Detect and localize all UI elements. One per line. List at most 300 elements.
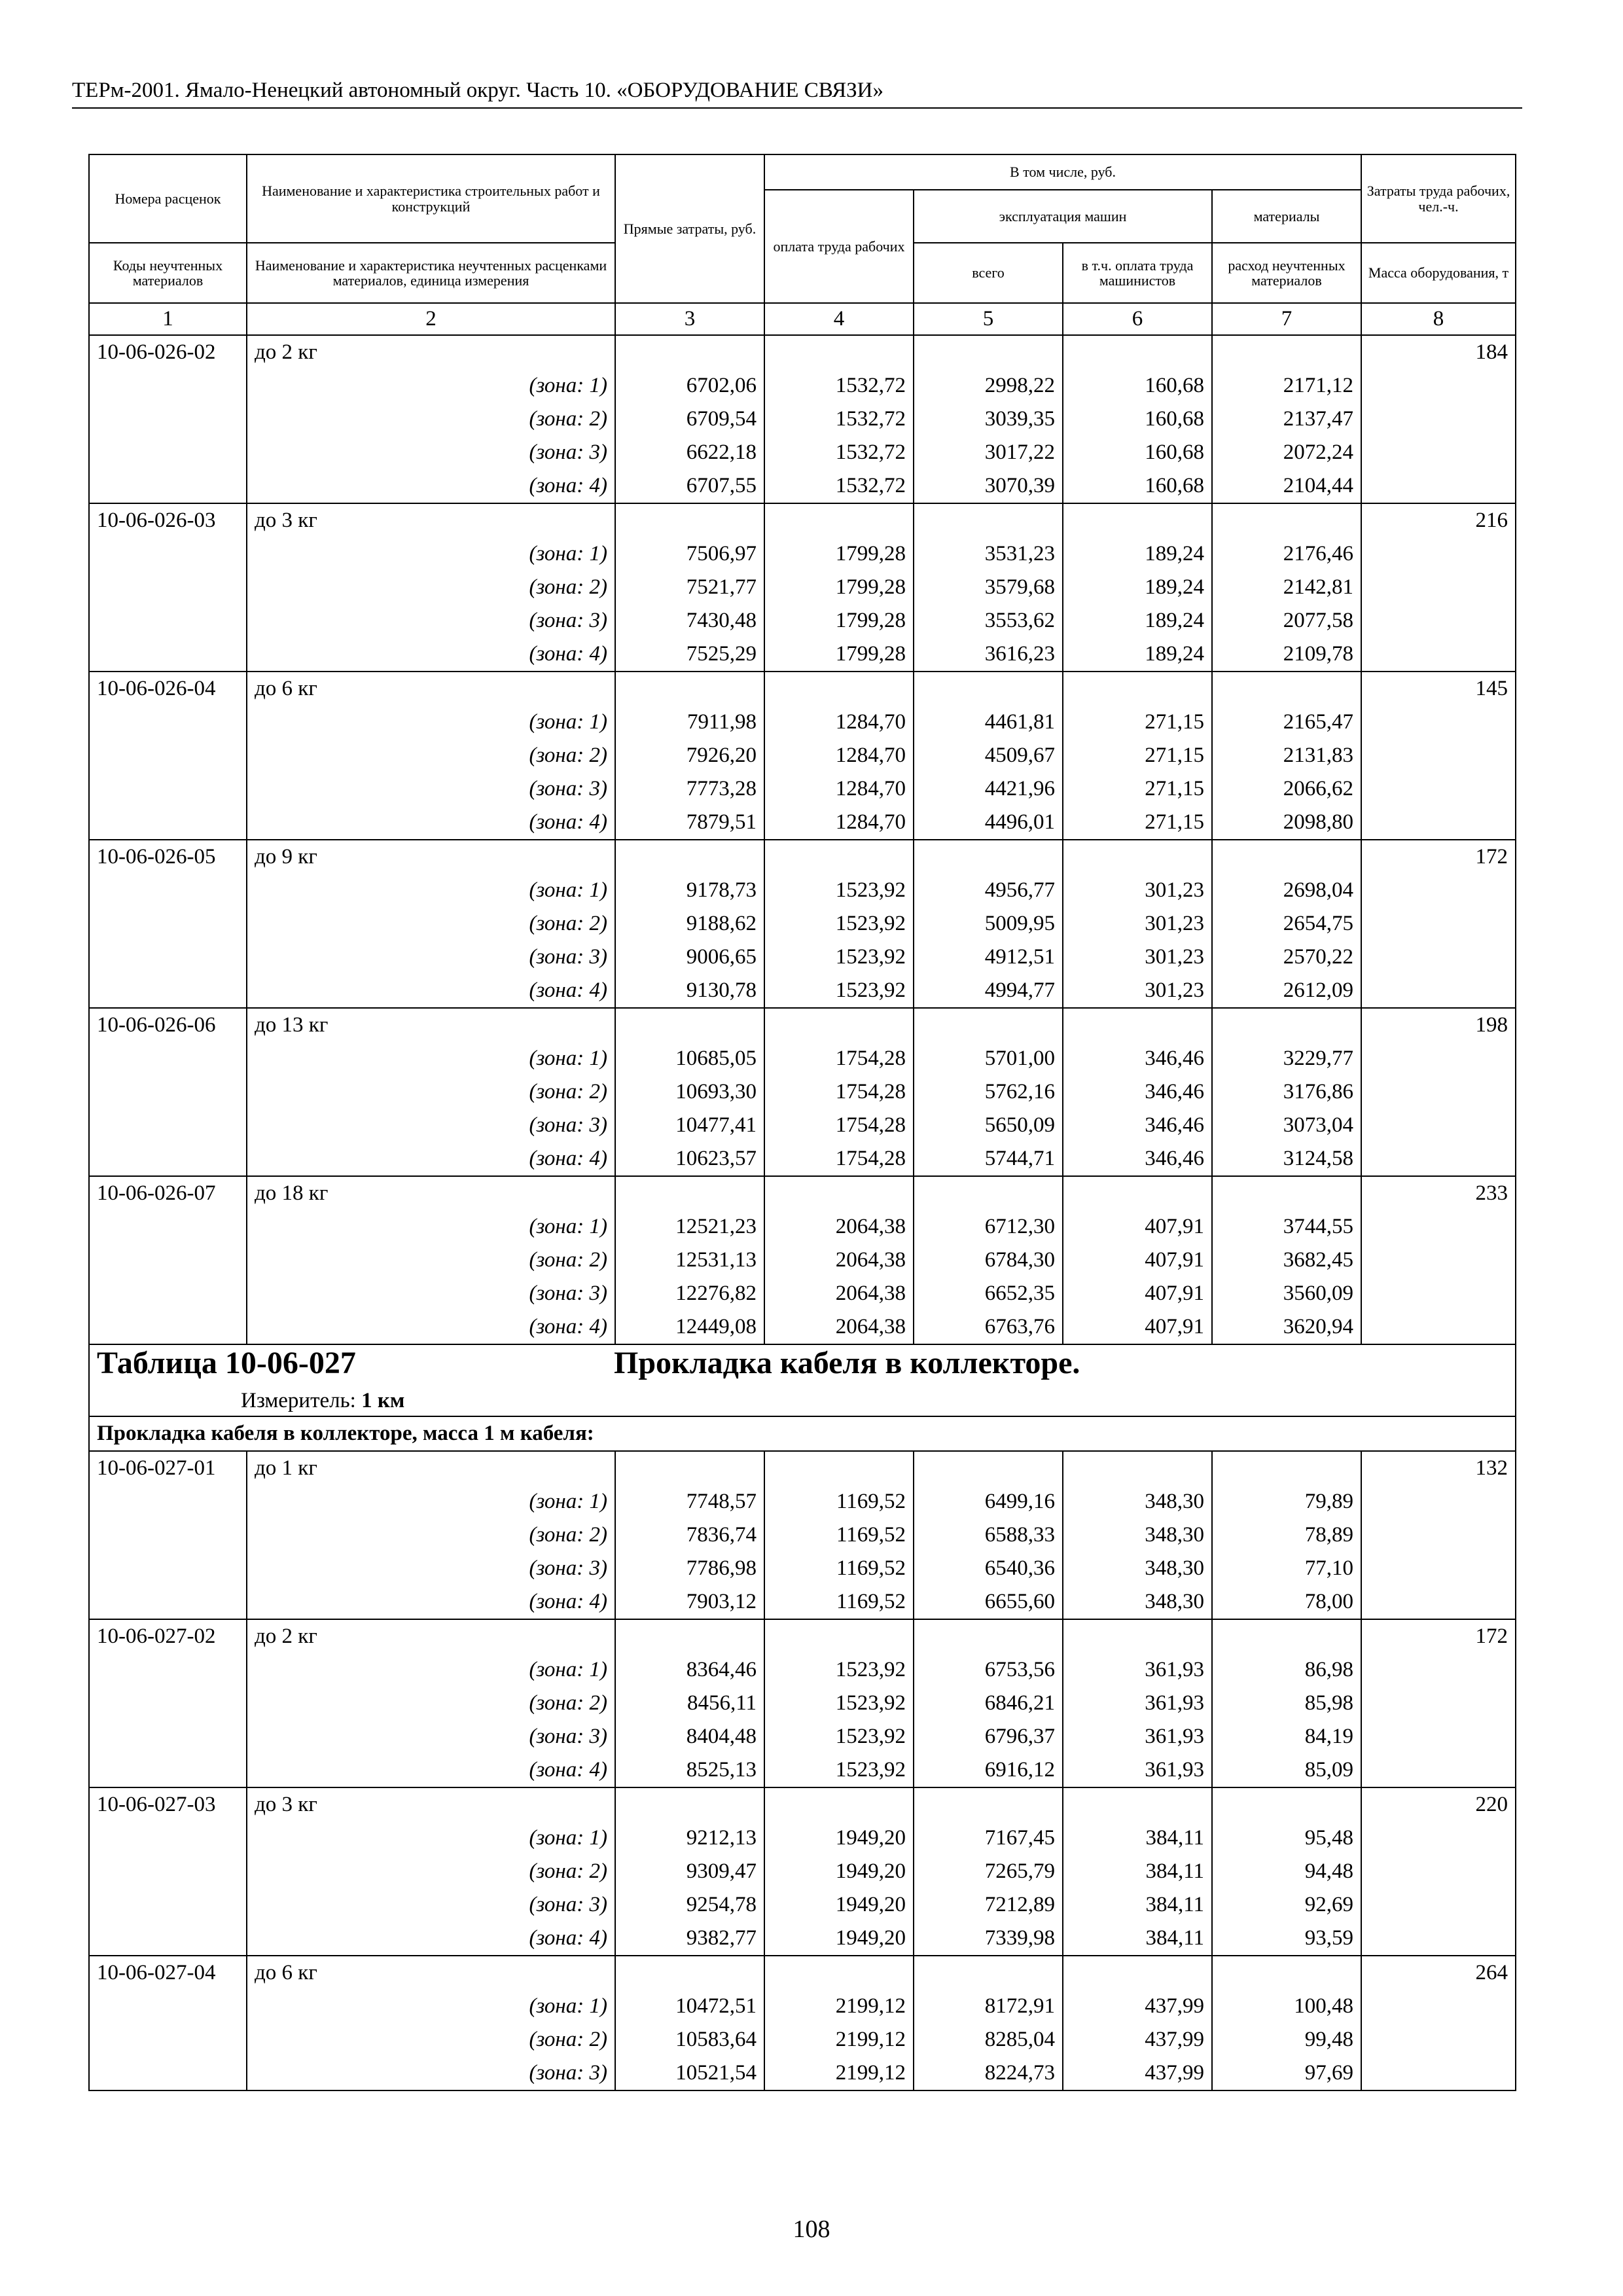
empty-cell [1212,1787,1361,1821]
empty-cell [1361,1552,1516,1585]
empty-cell [1361,1687,1516,1720]
materials-cost: 95,48 [1212,1821,1361,1855]
rate-code: 10-06-027-04 [89,1956,247,1990]
direct-cost: 10472,51 [615,1990,764,2023]
zone-row [89,1922,1516,1956]
labor-pay: 2064,38 [764,1244,914,1277]
direct-cost: 9254,78 [615,1888,764,1922]
rates-table-10-06-026 [89,335,1516,1344]
labor-pay: 1949,20 [764,1888,914,1922]
col-number: 7 [1212,303,1361,335]
materials-cost: 94,48 [1212,1855,1361,1888]
empty-cell [615,335,764,369]
empty-cell [89,1855,247,1888]
labor-pay: 1799,28 [764,537,914,571]
rate-row [89,1619,1516,1653]
zone-row [89,1518,1516,1552]
empty-cell [1361,436,1516,469]
materials-cost: 2698,04 [1212,874,1361,907]
machines-total: 6712,30 [914,1210,1063,1244]
empty-cell [764,1619,914,1653]
machinists-pay: 361,93 [1063,1720,1212,1753]
empty-cell [914,672,1063,706]
empty-cell [615,503,764,537]
empty-cell [89,1888,247,1922]
empty-cell [1063,1451,1212,1485]
materials-cost: 100,48 [1212,1990,1361,2023]
machinists-pay: 301,23 [1063,974,1212,1008]
empty-cell [89,1518,247,1552]
empty-cell [89,1142,247,1176]
machines-total: 8285,04 [914,2023,1063,2056]
zone-row [89,403,1516,436]
empty-cell [89,403,247,436]
empty-cell [914,1451,1063,1485]
rate-code: 10-06-026-06 [89,1008,247,1042]
empty-cell [1361,1653,1516,1687]
materials-cost: 2072,24 [1212,436,1361,469]
machinists-pay: 346,46 [1063,1042,1212,1075]
materials-cost: 92,69 [1212,1888,1361,1922]
empty-cell [89,739,247,772]
empty-cell [89,1042,247,1075]
machines-total: 3070,39 [914,469,1063,503]
materials-cost: 2142,81 [1212,571,1361,604]
empty-cell [89,1244,247,1277]
empty-cell [1212,840,1361,874]
machines-total: 3579,68 [914,571,1063,604]
zone-label: (зона: 2) [247,1244,615,1277]
rate-code: 10-06-027-01 [89,1451,247,1485]
measure-line [97,1386,1508,1416]
labor-pay: 1523,92 [764,1720,914,1753]
machinists-pay: 160,68 [1063,369,1212,403]
rate-row [89,503,1516,537]
materials-cost: 3229,77 [1212,1042,1361,1075]
labor-value: 220 [1361,1787,1516,1821]
empty-cell [1361,974,1516,1008]
rate-code: 10-06-026-05 [89,840,247,874]
empty-cell [764,1956,914,1990]
zone-row [89,941,1516,974]
labor-value: 264 [1361,1956,1516,1990]
labor-pay: 2199,12 [764,2023,914,2056]
labor-pay: 1169,52 [764,1585,914,1619]
empty-cell [764,1787,914,1821]
empty-cell [89,874,247,907]
machinists-pay: 301,23 [1063,941,1212,974]
materials-cost: 3176,86 [1212,1075,1361,1109]
rate-row [89,672,1516,706]
direct-cost: 8364,46 [615,1653,764,1687]
labor-pay: 1523,92 [764,907,914,941]
zone-row [89,1210,1516,1244]
rate-row [89,1008,1516,1042]
col-materials-sub-header: расход неучтенных материалов [1212,243,1361,303]
empty-cell [1212,335,1361,369]
machinists-pay: 271,15 [1063,772,1212,806]
empty-cell [1361,1485,1516,1518]
materials-cost: 77,10 [1212,1552,1361,1585]
labor-value: 216 [1361,503,1516,537]
machines-total: 6796,37 [914,1720,1063,1753]
labor-pay: 2064,38 [764,1277,914,1310]
machines-total: 4956,77 [914,874,1063,907]
machinists-pay: 361,93 [1063,1687,1212,1720]
machinists-pay: 301,23 [1063,874,1212,907]
empty-cell [1361,1310,1516,1344]
empty-cell [1063,1956,1212,1990]
machines-total: 7167,45 [914,1821,1063,1855]
labor-pay: 2064,38 [764,1210,914,1244]
zone-row [89,1310,1516,1344]
col-direct-header: Прямые затраты, руб. [615,154,764,303]
materials-cost: 2109,78 [1212,637,1361,672]
labor-pay: 1523,92 [764,1753,914,1787]
labor-pay: 1284,70 [764,739,914,772]
empty-cell [1063,503,1212,537]
empty-cell [1361,1720,1516,1753]
labor-pay: 1754,28 [764,1142,914,1176]
materials-cost: 2654,75 [1212,907,1361,941]
zone-label: (зона: 1) [247,1990,615,2023]
machines-total: 6588,33 [914,1518,1063,1552]
col-name-sub-header: Наименование и характеристика неучтенных расценками материалов, единица измерения [247,243,615,303]
labor-pay: 2064,38 [764,1310,914,1344]
zone-row [89,706,1516,739]
direct-cost: 7911,98 [615,706,764,739]
machines-total: 6655,60 [914,1585,1063,1619]
labor-pay: 1523,92 [764,874,914,907]
empty-cell [615,1451,764,1485]
labor-pay: 1169,52 [764,1518,914,1552]
direct-cost: 7748,57 [615,1485,764,1518]
machines-total: 8172,91 [914,1990,1063,2023]
empty-cell [1212,1176,1361,1210]
machinists-pay: 437,99 [1063,2023,1212,2056]
machines-total: 5701,00 [914,1042,1063,1075]
zone-label: (зона: 1) [247,874,615,907]
rate-code: 10-06-026-07 [89,1176,247,1210]
empty-cell [89,469,247,503]
zone-row [89,1552,1516,1585]
empty-cell [89,1210,247,1244]
machines-total: 3017,22 [914,436,1063,469]
zone-label: (зона: 2) [247,739,615,772]
empty-cell [89,1821,247,1855]
column-numbers-row [89,303,1516,335]
materials-cost: 2098,80 [1212,806,1361,840]
empty-cell [1361,369,1516,403]
col-machines-total-header: всего [914,243,1063,303]
machines-total: 3039,35 [914,403,1063,436]
labor-pay: 1949,20 [764,1922,914,1956]
zone-label: (зона: 3) [247,1109,615,1142]
col-machinists-pay-header: в т.ч. оплата труда машинистов [1063,243,1212,303]
price-table [88,154,1516,2091]
machinists-pay: 348,30 [1063,1485,1212,1518]
zone-row [89,1720,1516,1753]
materials-cost: 85,09 [1212,1753,1361,1787]
zone-label: (зона: 3) [247,604,615,637]
empty-cell [1361,2056,1516,2090]
rate-code: 10-06-027-03 [89,1787,247,1821]
empty-cell [1063,1787,1212,1821]
labor-pay: 1754,28 [764,1075,914,1109]
machinists-pay: 271,15 [1063,806,1212,840]
empty-cell [914,1787,1063,1821]
empty-cell [1361,1990,1516,2023]
empty-cell [1361,2023,1516,2056]
labor-pay: 1532,72 [764,469,914,503]
materials-cost: 2570,22 [1212,941,1361,974]
zone-row [89,637,1516,672]
col-number: 8 [1361,303,1516,335]
direct-cost: 10521,54 [615,2056,764,2090]
direct-cost: 9382,77 [615,1922,764,1956]
zone-label: (зона: 3) [247,772,615,806]
direct-cost: 7903,12 [615,1585,764,1619]
empty-cell [1361,1109,1516,1142]
empty-cell [1361,772,1516,806]
machinists-pay: 384,11 [1063,1855,1212,1888]
rate-row [89,1787,1516,1821]
zone-label: (зона: 1) [247,1821,615,1855]
rate-code: 10-06-026-03 [89,503,247,537]
direct-cost: 7879,51 [615,806,764,840]
empty-cell [89,1990,247,2023]
direct-cost: 7506,97 [615,537,764,571]
empty-cell [89,1687,247,1720]
empty-cell [764,672,914,706]
zone-label: (зона: 4) [247,1922,615,1956]
materials-cost: 3560,09 [1212,1277,1361,1310]
zone-label: (зона: 3) [247,1720,615,1753]
empty-cell [764,503,914,537]
machinists-pay: 346,46 [1063,1109,1212,1142]
machinists-pay: 384,11 [1063,1821,1212,1855]
empty-cell [89,706,247,739]
machines-total: 4912,51 [914,941,1063,974]
empty-cell [1063,840,1212,874]
labor-pay: 1523,92 [764,974,914,1008]
materials-cost: 2176,46 [1212,537,1361,571]
empty-cell [89,974,247,1008]
empty-cell [1361,706,1516,739]
direct-cost: 9309,47 [615,1855,764,1888]
zone-row [89,1075,1516,1109]
empty-cell [764,1008,914,1042]
materials-cost: 2104,44 [1212,469,1361,503]
machines-total: 2998,22 [914,369,1063,403]
empty-cell [89,369,247,403]
empty-cell [1063,1008,1212,1042]
labor-pay: 1284,70 [764,806,914,840]
empty-cell [615,1008,764,1042]
rate-code: 10-06-027-02 [89,1619,247,1653]
materials-cost: 86,98 [1212,1653,1361,1687]
col-number: 5 [914,303,1063,335]
zone-label: (зона: 2) [247,1518,615,1552]
empty-cell [1361,739,1516,772]
rate-code: 10-06-026-02 [89,335,247,369]
machines-total: 6753,56 [914,1653,1063,1687]
direct-cost: 12531,13 [615,1244,764,1277]
machines-total: 6763,76 [914,1310,1063,1344]
empty-cell [1063,1176,1212,1210]
machinists-pay: 348,30 [1063,1552,1212,1585]
empty-cell [1361,806,1516,840]
rate-row [89,1451,1516,1485]
machines-total: 5744,71 [914,1142,1063,1176]
machinists-pay: 361,93 [1063,1753,1212,1787]
zone-label: (зона: 2) [247,1687,615,1720]
empty-cell [615,672,764,706]
zone-label: (зона: 3) [247,436,615,469]
empty-cell [1361,1042,1516,1075]
zone-row [89,739,1516,772]
materials-cost: 3620,94 [1212,1310,1361,1344]
rate-row [89,1176,1516,1210]
empty-cell [89,907,247,941]
direct-cost: 7525,29 [615,637,764,672]
machinists-pay: 271,15 [1063,739,1212,772]
empty-cell [615,840,764,874]
empty-cell [89,1310,247,1344]
materials-cost: 3682,45 [1212,1244,1361,1277]
empty-cell [1212,1619,1361,1653]
zone-label: (зона: 3) [247,941,615,974]
col-code-header: Номера расценок [89,154,247,243]
zone-label: (зона: 4) [247,1142,615,1176]
labor-pay: 1532,72 [764,369,914,403]
direct-cost: 8525,13 [615,1753,764,1787]
zone-label: (зона: 4) [247,1585,615,1619]
machines-total: 3616,23 [914,637,1063,672]
zone-label: (зона: 1) [247,369,615,403]
rate-name: до 13 кг [247,1008,615,1042]
labor-pay: 1169,52 [764,1485,914,1518]
empty-cell [1361,1855,1516,1888]
rate-code: 10-06-026-04 [89,672,247,706]
rates-table-10-06-027 [89,1451,1516,2090]
machines-total: 4461,81 [914,706,1063,739]
machinists-pay: 407,91 [1063,1244,1212,1277]
materials-cost: 3073,04 [1212,1109,1361,1142]
materials-cost: 99,48 [1212,2023,1361,2056]
empty-cell [764,1176,914,1210]
col-labor-header: Затраты труда рабочих, чел.-ч. [1361,154,1516,243]
machines-total: 5009,95 [914,907,1063,941]
empty-cell [1063,1619,1212,1653]
labor-pay: 1532,72 [764,436,914,469]
direct-cost: 6709,54 [615,403,764,436]
labor-value: 132 [1361,1451,1516,1485]
empty-cell [89,436,247,469]
labor-pay: 1799,28 [764,571,914,604]
empty-cell [1361,403,1516,436]
empty-cell [1212,672,1361,706]
empty-cell [1361,1888,1516,1922]
labor-pay: 1523,92 [764,941,914,974]
labor-pay: 1754,28 [764,1109,914,1142]
machines-total: 4496,01 [914,806,1063,840]
direct-cost: 10583,64 [615,2023,764,2056]
zone-label: (зона: 2) [247,907,615,941]
zone-row [89,2023,1516,2056]
rate-name: до 18 кг [247,1176,615,1210]
empty-cell [615,1787,764,1821]
machinists-pay: 348,30 [1063,1585,1212,1619]
zone-row [89,537,1516,571]
empty-cell [1212,1008,1361,1042]
machinists-pay: 361,93 [1063,1653,1212,1687]
machines-total: 5650,09 [914,1109,1063,1142]
machines-total: 6652,35 [914,1277,1063,1310]
rate-name: до 1 кг [247,1451,615,1485]
labor-pay: 2199,12 [764,2056,914,2090]
zone-row [89,1653,1516,1687]
materials-cost: 78,89 [1212,1518,1361,1552]
empty-cell [89,1653,247,1687]
empty-cell [1361,469,1516,503]
materials-cost: 93,59 [1212,1922,1361,1956]
empty-cell [89,2056,247,2090]
direct-cost: 9130,78 [615,974,764,1008]
zone-row [89,1109,1516,1142]
direct-cost: 10685,05 [615,1042,764,1075]
direct-cost: 8456,11 [615,1687,764,1720]
machines-total: 5762,16 [914,1075,1063,1109]
zone-label: (зона: 2) [247,1075,615,1109]
empty-cell [1361,1821,1516,1855]
labor-pay: 1799,28 [764,637,914,672]
col-number: 4 [764,303,914,335]
materials-cost: 3124,58 [1212,1142,1361,1176]
machines-total: 6916,12 [914,1753,1063,1787]
machines-total: 4509,67 [914,739,1063,772]
machinists-pay: 301,23 [1063,907,1212,941]
zone-label: (зона: 1) [247,1210,615,1244]
zone-row [89,1990,1516,2023]
machines-total: 3553,62 [914,604,1063,637]
direct-cost: 9178,73 [615,874,764,907]
rate-name: до 6 кг [247,672,615,706]
empty-cell [615,1956,764,1990]
machinists-pay: 271,15 [1063,706,1212,739]
zone-label: (зона: 2) [247,1855,615,1888]
machinists-pay: 384,11 [1063,1922,1212,1956]
machinists-pay: 189,24 [1063,637,1212,672]
zone-label: (зона: 4) [247,637,615,672]
labor-value: 233 [1361,1176,1516,1210]
direct-cost: 10623,57 [615,1142,764,1176]
materials-cost: 79,89 [1212,1485,1361,1518]
running-header: ТЕРм-2001. Ямало-Ненецкий автономный округ. Часть 10. «ОБОРУДОВАНИЕ СВЯЗИ» [72,73,1522,109]
machinists-pay: 407,91 [1063,1310,1212,1344]
empty-cell [914,1956,1063,1990]
materials-cost: 85,98 [1212,1687,1361,1720]
zone-row [89,1042,1516,1075]
zone-row [89,1687,1516,1720]
labor-pay: 1523,92 [764,1687,914,1720]
machinists-pay: 384,11 [1063,1888,1212,1922]
zone-label: (зона: 1) [247,706,615,739]
section-subheader: Прокладка кабеля в коллекторе, масса 1 м кабеля: [89,1416,1516,1451]
labor-pay: 1284,70 [764,772,914,806]
materials-cost: 2137,47 [1212,403,1361,436]
machinists-pay: 437,99 [1063,1990,1212,2023]
